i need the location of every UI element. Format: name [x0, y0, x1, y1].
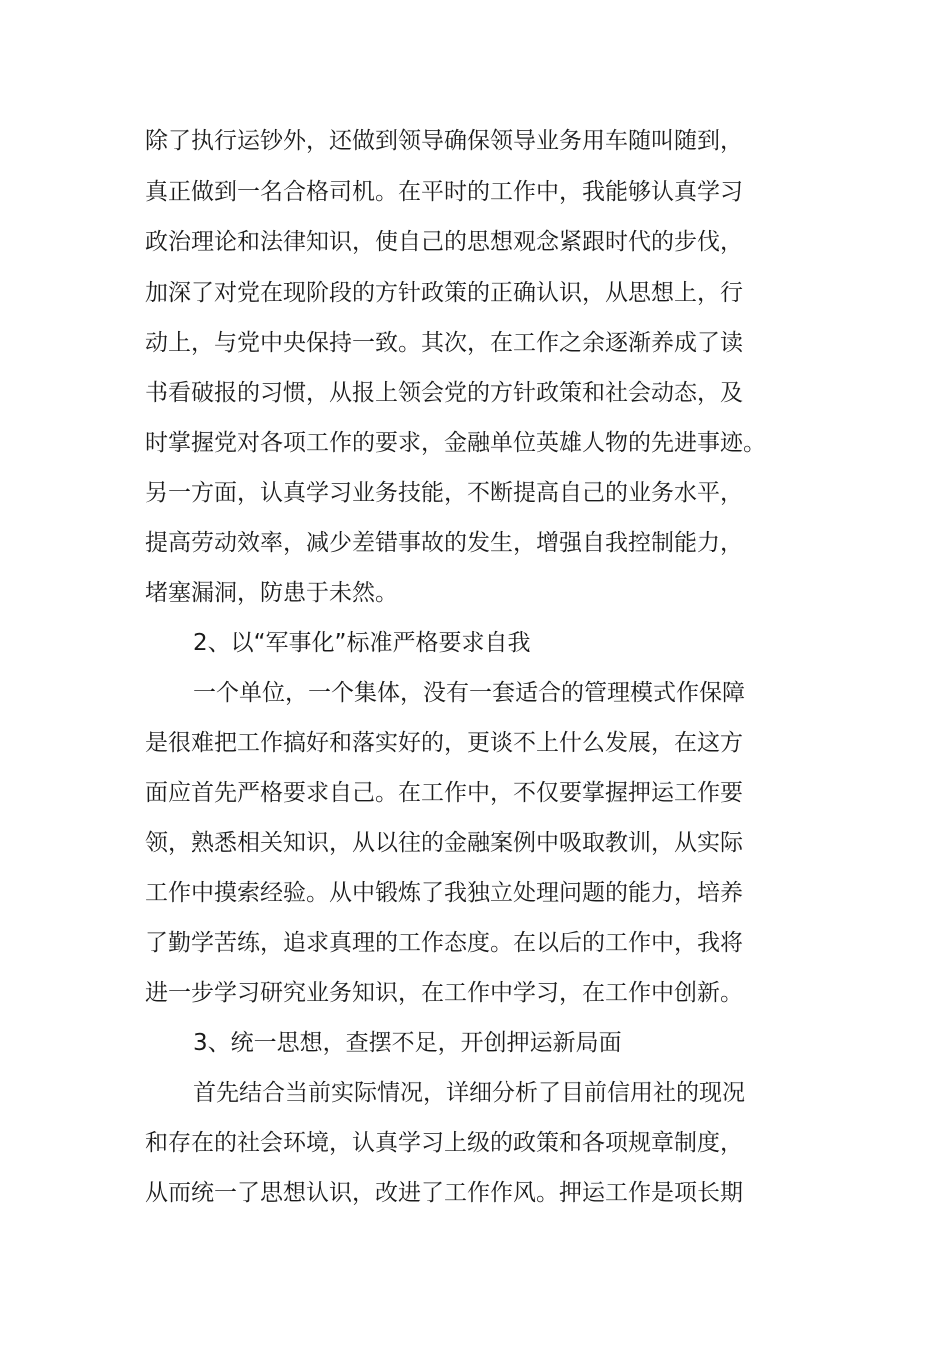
- text-line: 工作中摸索经验。从中锻炼了我独立处理问题的能力，培养: [145, 880, 743, 906]
- text-line: 加深了对党在现阶段的方针政策的正确认识，从思想上，行: [145, 280, 743, 306]
- text-line: 另一方面，认真学习业务技能，不断提高自己的业务水平，: [145, 480, 743, 506]
- text-line: 进一步学习研究业务知识，在工作中学习，在工作中创新。: [145, 980, 743, 1006]
- text-line: 提高劳动效率，减少差错事故的发生，增强自我控制能力，: [145, 530, 743, 556]
- text-line: 真正做到一名合格司机。在平时的工作中，我能够认真学习: [145, 179, 743, 205]
- text-line: 了勤学苦练，追求真理的工作态度。在以后的工作中，我将: [145, 930, 743, 956]
- text-line: 和存在的社会环境，认真学习上级的政策和各项规章制度，: [145, 1130, 743, 1156]
- text-line: 堵塞漏洞，防患于未然。: [145, 580, 398, 606]
- text-line: 除了执行运钞外，还做到领导确保领导业务用车随叫随到，: [145, 128, 743, 154]
- section-heading: 2、以“军事化”标准严格要求自我: [193, 630, 531, 656]
- text-line: 书看破报的习惯，从报上领会党的方针政策和社会动态，及: [145, 380, 743, 406]
- text-line: 时掌握党对各项工作的要求，金融单位英雄人物的先进事迹。: [145, 430, 766, 456]
- section-heading: 3、统一思想，查摆不足，开创押运新局面: [193, 1030, 622, 1056]
- text-line: 首先结合当前实际情况，详细分析了目前信用社的现况: [193, 1080, 745, 1106]
- text-line: 是很难把工作搞好和落实好的，更谈不上什么发展，在这方: [145, 730, 743, 756]
- text-line: 领，熟悉相关知识，从以往的金融案例中吸取教训，从实际: [145, 830, 743, 856]
- text-line: 从而统一了思想认识，改进了工作作风。押运工作是项长期: [145, 1180, 743, 1206]
- text-line: 面应首先严格要求自己。在工作中，不仅要掌握押运工作要: [145, 780, 743, 806]
- text-line: 政治理论和法律知识，使自己的思想观念紧跟时代的步伐，: [145, 229, 743, 255]
- text-line: 动上，与党中央保持一致。其次，在工作之余逐渐养成了读: [145, 330, 743, 356]
- text-line: 一个单位，一个集体，没有一套适合的管理模式作保障: [193, 680, 745, 706]
